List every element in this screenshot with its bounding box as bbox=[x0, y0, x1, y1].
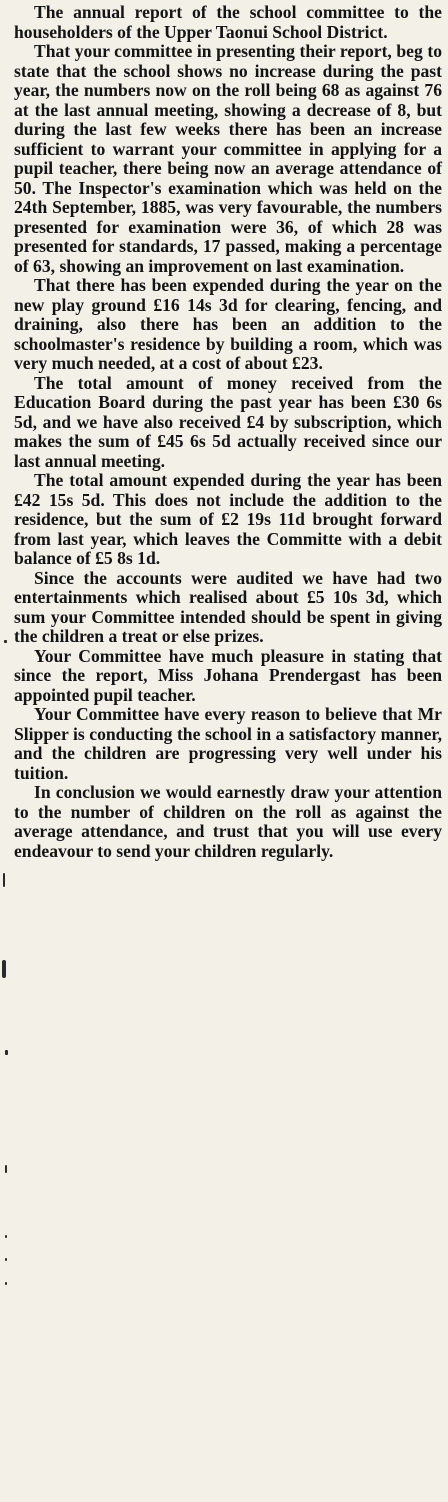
article-paragraph-teacher-conduct: Your Committee have every reason to believe that Mr Slipper is conducting the school in a satisfactory manner, and the children are progressing very well under his tuition. bbox=[14, 704, 442, 783]
print-speck bbox=[2, 960, 6, 978]
article-paragraph-balance: The total amount expended during the year has been £42 15s 5d. This does not include the addition to the residence, but the sum of £2 19s 11d brought forward from last year, which leaves the Committe with a debit balance of £5 8s 1d. bbox=[14, 470, 442, 568]
article-paragraph-entertainments: Since the accounts were audited we have had two entertainments which realised about £5 10s 3d, which sum your Committee intended should be spent in giving the children a treat or else prizes. bbox=[14, 567, 442, 646]
article-paragraph-conclusion: In conclusion we would earnestly draw your attention to the number of children on the roll as against the average attendance, and trust that you will use every endeavour to send your children regularly. bbox=[14, 782, 442, 861]
print-speck bbox=[5, 1282, 7, 1285]
print-speck bbox=[4, 640, 7, 643]
print-speck bbox=[5, 1165, 7, 1173]
article-paragraph-expenditure: That there has been expended during the year on the new play ground £16 14s 3d for clearing, fencing, and draining, also there has been an addition to the schoolmaster's residence by building a room, which was very much needed, at a cost of about £23. bbox=[14, 275, 442, 373]
article-paragraph-intro: The annual report of the school committee to the householders of the Upper Taonui School District. bbox=[14, 2, 442, 42]
print-speck bbox=[3, 873, 5, 887]
print-speck bbox=[5, 1235, 7, 1238]
left-margin-print-specks bbox=[0, 0, 14, 1502]
print-speck bbox=[5, 1258, 7, 1261]
article-paragraph-pupil-teacher: Your Committee have much pleasure in stating that since the report, Miss Johana Prendergast has been appointed pupil teacher. bbox=[14, 645, 442, 705]
print-speck bbox=[5, 1050, 8, 1055]
school-committee-report-article bbox=[14, 3, 442, 861]
article-paragraph-attendance: That your committee in presenting their report, beg to state that the school shows no increase during the past year, the numbers now on the roll being 68 as against 76 at the last annual meeting, showing a decrease of 8, but during the last few weeks there has been an increase sufficient to warrant your committee in applying for a pupil teacher, there being now an average attendance of 50. The Inspector's examination which was held on the 24th September, 1885, was very favourable, the numbers presented for examination were 36, of which 28 was presented for standards, 17 passed, making a percentage of 63, showing an improvement on last examination. bbox=[14, 41, 442, 276]
article-paragraph-receipts: The total amount of money received from the Education Board during the past year has been £30 6s 5d, and we have also received £4 by subscription, which makes the sum of £45 6s 5d actually received since our last annual meeting. bbox=[14, 372, 442, 471]
